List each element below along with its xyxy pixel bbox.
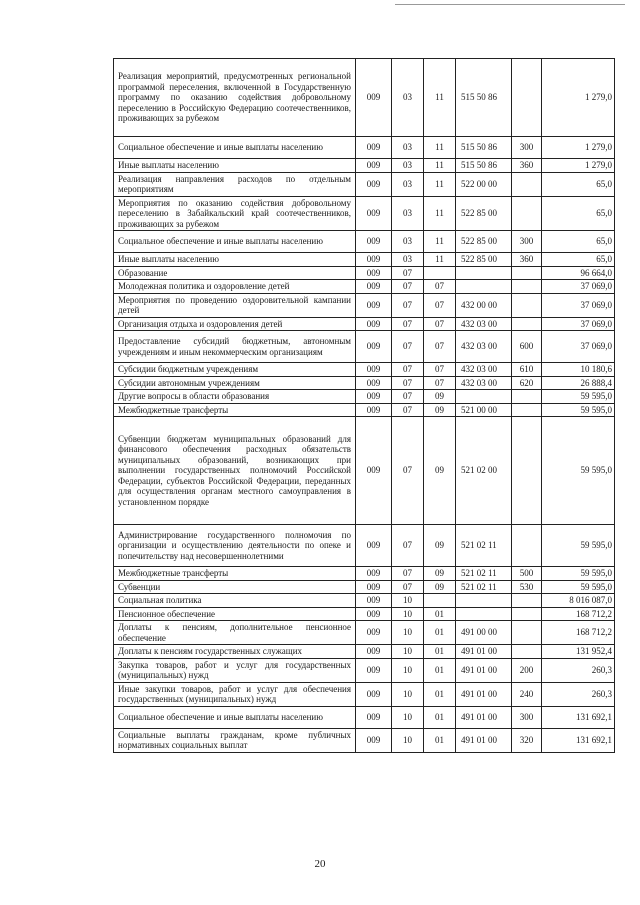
row-target-article: 522 85 00 bbox=[456, 253, 512, 267]
row-section-code: 03 bbox=[392, 159, 424, 173]
table-row bbox=[114, 266, 615, 280]
row-amount: 37 069,0 bbox=[542, 280, 615, 294]
row-target-article bbox=[456, 607, 512, 621]
table-row bbox=[114, 293, 615, 317]
table-row bbox=[114, 390, 615, 404]
row-target-article: 522 00 00 bbox=[456, 172, 512, 196]
table-row bbox=[114, 706, 615, 728]
header-rule bbox=[395, 4, 625, 5]
table-row bbox=[114, 159, 615, 173]
row-name: Межбюджетные трансферты bbox=[114, 567, 356, 581]
row-ved-code: 009 bbox=[356, 658, 392, 682]
row-section-code: 03 bbox=[392, 172, 424, 196]
row-target-article bbox=[456, 280, 512, 294]
row-target-article: 521 02 11 bbox=[456, 567, 512, 581]
row-amount: 168 712,2 bbox=[542, 621, 615, 645]
row-ved-code: 009 bbox=[356, 525, 392, 567]
row-target-article: 491 00 00 bbox=[456, 621, 512, 645]
row-amount: 59 595,0 bbox=[542, 525, 615, 567]
row-name: Субвенции bbox=[114, 580, 356, 594]
table-row bbox=[114, 253, 615, 267]
row-amount: 37 069,0 bbox=[542, 317, 615, 331]
table-row bbox=[114, 172, 615, 196]
row-amount: 260,3 bbox=[542, 658, 615, 682]
row-subsection-code: 11 bbox=[424, 172, 456, 196]
table-row bbox=[114, 658, 615, 682]
row-subsection-code: 11 bbox=[424, 231, 456, 253]
table-row bbox=[114, 682, 615, 706]
row-target-article bbox=[456, 390, 512, 404]
row-section-code: 10 bbox=[392, 645, 424, 659]
row-section-code: 10 bbox=[392, 621, 424, 645]
row-subsection-code: 01 bbox=[424, 682, 456, 706]
table-row bbox=[114, 403, 615, 417]
table-row bbox=[114, 607, 615, 621]
row-name: Социальное обеспечение и иные выплаты населению bbox=[114, 231, 356, 253]
row-expense-type: 300 bbox=[512, 137, 542, 159]
row-target-article: 491 01 00 bbox=[456, 706, 512, 728]
table-row bbox=[114, 645, 615, 659]
row-amount: 260,3 bbox=[542, 682, 615, 706]
page-number: 20 bbox=[314, 858, 326, 870]
row-ved-code: 009 bbox=[356, 417, 392, 525]
row-section-code: 07 bbox=[392, 376, 424, 390]
row-target-article bbox=[456, 594, 512, 608]
row-expense-type: 360 bbox=[512, 253, 542, 267]
row-expense-type: 620 bbox=[512, 376, 542, 390]
row-section-code: 07 bbox=[392, 266, 424, 280]
table-row bbox=[114, 331, 615, 363]
table-row bbox=[114, 594, 615, 608]
row-ved-code: 009 bbox=[356, 159, 392, 173]
row-amount: 8 016 087,0 bbox=[542, 594, 615, 608]
row-name: Иные выплаты населению bbox=[114, 253, 356, 267]
table-row bbox=[114, 59, 615, 137]
row-expense-type bbox=[512, 317, 542, 331]
row-expense-type bbox=[512, 293, 542, 317]
row-ved-code: 009 bbox=[356, 253, 392, 267]
row-section-code: 07 bbox=[392, 331, 424, 363]
row-name: Реализация направления расходов по отдельным мероприятиям bbox=[114, 172, 356, 196]
row-amount: 1 279,0 bbox=[542, 59, 615, 137]
row-amount: 131 952,4 bbox=[542, 645, 615, 659]
row-name: Субвенции бюджетам муниципальных образований для финансового обеспечения расходных обязательств муниципальных образований, возникающих при выполнении государственных полномочий Российской Федерации, субъектов Российской Федерации, переданных для осуществления органам местного самоуправления в установленном порядке bbox=[114, 417, 356, 525]
row-amount: 37 069,0 bbox=[542, 293, 615, 317]
row-ved-code: 009 bbox=[356, 196, 392, 231]
row-section-code: 07 bbox=[392, 403, 424, 417]
row-subsection-code: 11 bbox=[424, 137, 456, 159]
row-name: Иные закупки товаров, работ и услуг для обеспечения государственных (муниципальных) нужд bbox=[114, 682, 356, 706]
row-name: Реализация мероприятий, предусмотренных региональной программой переселения, включенной в Государственную программу по оказанию содействия добровольному переселению в Российскую Федерацию соотечественников, проживающих за рубежом bbox=[114, 59, 356, 137]
row-subsection-code: 01 bbox=[424, 706, 456, 728]
row-section-code: 07 bbox=[392, 293, 424, 317]
row-name: Молодежная политика и оздоровление детей bbox=[114, 280, 356, 294]
table-row bbox=[114, 376, 615, 390]
row-ved-code: 009 bbox=[356, 231, 392, 253]
table-row bbox=[114, 728, 615, 752]
row-subsection-code: 11 bbox=[424, 196, 456, 231]
row-subsection-code: 09 bbox=[424, 403, 456, 417]
row-name: Социальные выплаты гражданам, кроме публичных нормативных социальных выплат bbox=[114, 728, 356, 752]
row-name: Предоставление субсидий бюджетным, автономным учреждениям и иным некоммерческим организациям bbox=[114, 331, 356, 363]
row-name: Мероприятия по оказанию содействия добровольному переселению в Забайкальский край соотечественников, проживающих за рубежом bbox=[114, 196, 356, 231]
row-name: Социальное обеспечение и иные выплаты населению bbox=[114, 706, 356, 728]
row-ved-code: 009 bbox=[356, 390, 392, 404]
table-row bbox=[114, 317, 615, 331]
row-subsection-code bbox=[424, 594, 456, 608]
row-ved-code: 009 bbox=[356, 280, 392, 294]
row-name: Субсидии бюджетным учреждениям bbox=[114, 363, 356, 377]
row-target-article: 432 03 00 bbox=[456, 317, 512, 331]
row-subsection-code bbox=[424, 266, 456, 280]
row-expense-type bbox=[512, 280, 542, 294]
row-expense-type: 360 bbox=[512, 159, 542, 173]
row-amount: 65,0 bbox=[542, 196, 615, 231]
row-subsection-code: 01 bbox=[424, 728, 456, 752]
row-target-article: 515 50 86 bbox=[456, 59, 512, 137]
row-ved-code: 009 bbox=[356, 266, 392, 280]
row-section-code: 10 bbox=[392, 658, 424, 682]
table-row bbox=[114, 621, 615, 645]
row-name: Мероприятия по проведению оздоровительной кампании детей bbox=[114, 293, 356, 317]
row-ved-code: 009 bbox=[356, 363, 392, 377]
table-row bbox=[114, 363, 615, 377]
row-ved-code: 009 bbox=[356, 706, 392, 728]
row-subsection-code: 07 bbox=[424, 293, 456, 317]
row-ved-code: 009 bbox=[356, 403, 392, 417]
row-expense-type: 300 bbox=[512, 231, 542, 253]
row-subsection-code: 09 bbox=[424, 580, 456, 594]
row-expense-type: 200 bbox=[512, 658, 542, 682]
row-amount: 59 595,0 bbox=[542, 390, 615, 404]
row-target-article: 521 00 00 bbox=[456, 403, 512, 417]
row-amount: 65,0 bbox=[542, 253, 615, 267]
row-target-article: 432 03 00 bbox=[456, 363, 512, 377]
row-ved-code: 009 bbox=[356, 376, 392, 390]
row-expense-type: 500 bbox=[512, 567, 542, 581]
row-expense-type bbox=[512, 266, 542, 280]
table-body bbox=[114, 59, 615, 753]
row-name: Социальная политика bbox=[114, 594, 356, 608]
row-expense-type bbox=[512, 525, 542, 567]
row-section-code: 10 bbox=[392, 594, 424, 608]
row-target-article: 521 02 11 bbox=[456, 525, 512, 567]
row-target-article: 491 01 00 bbox=[456, 682, 512, 706]
row-amount: 168 712,2 bbox=[542, 607, 615, 621]
row-amount: 96 664,0 bbox=[542, 266, 615, 280]
row-ved-code: 009 bbox=[356, 172, 392, 196]
row-ved-code: 009 bbox=[356, 567, 392, 581]
table-row bbox=[114, 525, 615, 567]
row-target-article: 522 85 00 bbox=[456, 231, 512, 253]
row-ved-code: 009 bbox=[356, 682, 392, 706]
row-section-code: 07 bbox=[392, 567, 424, 581]
row-name: Пенсионное обеспечение bbox=[114, 607, 356, 621]
row-subsection-code: 09 bbox=[424, 525, 456, 567]
row-subsection-code: 09 bbox=[424, 390, 456, 404]
row-ved-code: 009 bbox=[356, 59, 392, 137]
row-target-article: 491 01 00 bbox=[456, 728, 512, 752]
row-subsection-code: 01 bbox=[424, 645, 456, 659]
row-amount: 59 595,0 bbox=[542, 403, 615, 417]
row-section-code: 07 bbox=[392, 363, 424, 377]
row-subsection-code: 07 bbox=[424, 331, 456, 363]
row-ved-code: 009 bbox=[356, 645, 392, 659]
row-section-code: 03 bbox=[392, 231, 424, 253]
row-name: Доплаты к пенсиям, дополнительное пенсионное обеспечение bbox=[114, 621, 356, 645]
row-name: Организация отдыха и оздоровления детей bbox=[114, 317, 356, 331]
row-subsection-code: 07 bbox=[424, 363, 456, 377]
row-subsection-code: 07 bbox=[424, 376, 456, 390]
row-ved-code: 009 bbox=[356, 728, 392, 752]
row-ved-code: 009 bbox=[356, 607, 392, 621]
row-section-code: 07 bbox=[392, 580, 424, 594]
row-expense-type bbox=[512, 172, 542, 196]
row-subsection-code: 01 bbox=[424, 658, 456, 682]
row-amount: 1 279,0 bbox=[542, 159, 615, 173]
row-expense-type bbox=[512, 390, 542, 404]
budget-table bbox=[113, 58, 615, 753]
row-section-code: 10 bbox=[392, 607, 424, 621]
row-amount: 131 692,1 bbox=[542, 706, 615, 728]
row-target-article: 515 50 86 bbox=[456, 137, 512, 159]
row-name: Образование bbox=[114, 266, 356, 280]
row-expense-type: 320 bbox=[512, 728, 542, 752]
row-ved-code: 009 bbox=[356, 137, 392, 159]
row-name: Доплаты к пенсиям государственных служащих bbox=[114, 645, 356, 659]
row-subsection-code: 09 bbox=[424, 567, 456, 581]
row-amount: 59 595,0 bbox=[542, 580, 615, 594]
row-expense-type bbox=[512, 621, 542, 645]
table-row bbox=[114, 567, 615, 581]
row-expense-type: 300 bbox=[512, 706, 542, 728]
row-target-article: 432 03 00 bbox=[456, 376, 512, 390]
row-expense-type bbox=[512, 403, 542, 417]
row-expense-type bbox=[512, 417, 542, 525]
row-target-article: 515 50 86 bbox=[456, 159, 512, 173]
row-amount: 37 069,0 bbox=[542, 331, 615, 363]
row-target-article: 432 03 00 bbox=[456, 331, 512, 363]
row-subsection-code: 11 bbox=[424, 253, 456, 267]
row-amount: 26 888,4 bbox=[542, 376, 615, 390]
row-name: Межбюджетные трансферты bbox=[114, 403, 356, 417]
row-target-article: 521 02 00 bbox=[456, 417, 512, 525]
row-section-code: 07 bbox=[392, 317, 424, 331]
row-subsection-code: 09 bbox=[424, 417, 456, 525]
row-name: Иные выплаты населению bbox=[114, 159, 356, 173]
row-section-code: 03 bbox=[392, 137, 424, 159]
row-ved-code: 009 bbox=[356, 293, 392, 317]
row-section-code: 10 bbox=[392, 728, 424, 752]
table-row bbox=[114, 231, 615, 253]
row-section-code: 03 bbox=[392, 253, 424, 267]
row-expense-type: 610 bbox=[512, 363, 542, 377]
row-expense-type bbox=[512, 594, 542, 608]
row-target-article: 522 85 00 bbox=[456, 196, 512, 231]
table-row bbox=[114, 580, 615, 594]
row-name: Администрирование государственного полномочия по организации и осуществлению деятельности по опеке и попечительству над несовершеннолетними bbox=[114, 525, 356, 567]
row-subsection-code: 01 bbox=[424, 607, 456, 621]
row-target-article: 491 01 00 bbox=[456, 645, 512, 659]
table-row bbox=[114, 137, 615, 159]
row-section-code: 10 bbox=[392, 682, 424, 706]
row-expense-type: 240 bbox=[512, 682, 542, 706]
row-subsection-code: 07 bbox=[424, 317, 456, 331]
row-subsection-code: 01 bbox=[424, 621, 456, 645]
table-row bbox=[114, 417, 615, 525]
row-amount: 10 180,6 bbox=[542, 363, 615, 377]
row-expense-type bbox=[512, 645, 542, 659]
row-expense-type bbox=[512, 59, 542, 137]
row-expense-type: 600 bbox=[512, 331, 542, 363]
row-amount: 65,0 bbox=[542, 231, 615, 253]
row-name: Другие вопросы в области образования bbox=[114, 390, 356, 404]
row-expense-type bbox=[512, 607, 542, 621]
row-section-code: 10 bbox=[392, 706, 424, 728]
row-section-code: 07 bbox=[392, 280, 424, 294]
row-amount: 131 692,1 bbox=[542, 728, 615, 752]
row-section-code: 07 bbox=[392, 525, 424, 567]
row-ved-code: 009 bbox=[356, 594, 392, 608]
row-name: Социальное обеспечение и иные выплаты населению bbox=[114, 137, 356, 159]
row-ved-code: 009 bbox=[356, 317, 392, 331]
row-section-code: 07 bbox=[392, 390, 424, 404]
row-ved-code: 009 bbox=[356, 331, 392, 363]
row-target-article bbox=[456, 266, 512, 280]
row-section-code: 07 bbox=[392, 417, 424, 525]
row-amount: 1 279,0 bbox=[542, 137, 615, 159]
table-row bbox=[114, 196, 615, 231]
table-row bbox=[114, 280, 615, 294]
row-subsection-code: 11 bbox=[424, 159, 456, 173]
row-subsection-code: 11 bbox=[424, 59, 456, 137]
row-amount: 59 595,0 bbox=[542, 567, 615, 581]
row-ved-code: 009 bbox=[356, 621, 392, 645]
row-amount: 65,0 bbox=[542, 172, 615, 196]
row-target-article: 432 00 00 bbox=[456, 293, 512, 317]
row-name: Субсидии автономным учреждениям bbox=[114, 376, 356, 390]
row-subsection-code: 07 bbox=[424, 280, 456, 294]
row-target-article: 521 02 11 bbox=[456, 580, 512, 594]
row-amount: 59 595,0 bbox=[542, 417, 615, 525]
row-expense-type: 530 bbox=[512, 580, 542, 594]
row-ved-code: 009 bbox=[356, 580, 392, 594]
row-section-code: 03 bbox=[392, 59, 424, 137]
row-expense-type bbox=[512, 196, 542, 231]
row-target-article: 491 01 00 bbox=[456, 658, 512, 682]
row-name: Закупка товаров, работ и услуг для государственных (муниципальных) нужд bbox=[114, 658, 356, 682]
row-section-code: 03 bbox=[392, 196, 424, 231]
